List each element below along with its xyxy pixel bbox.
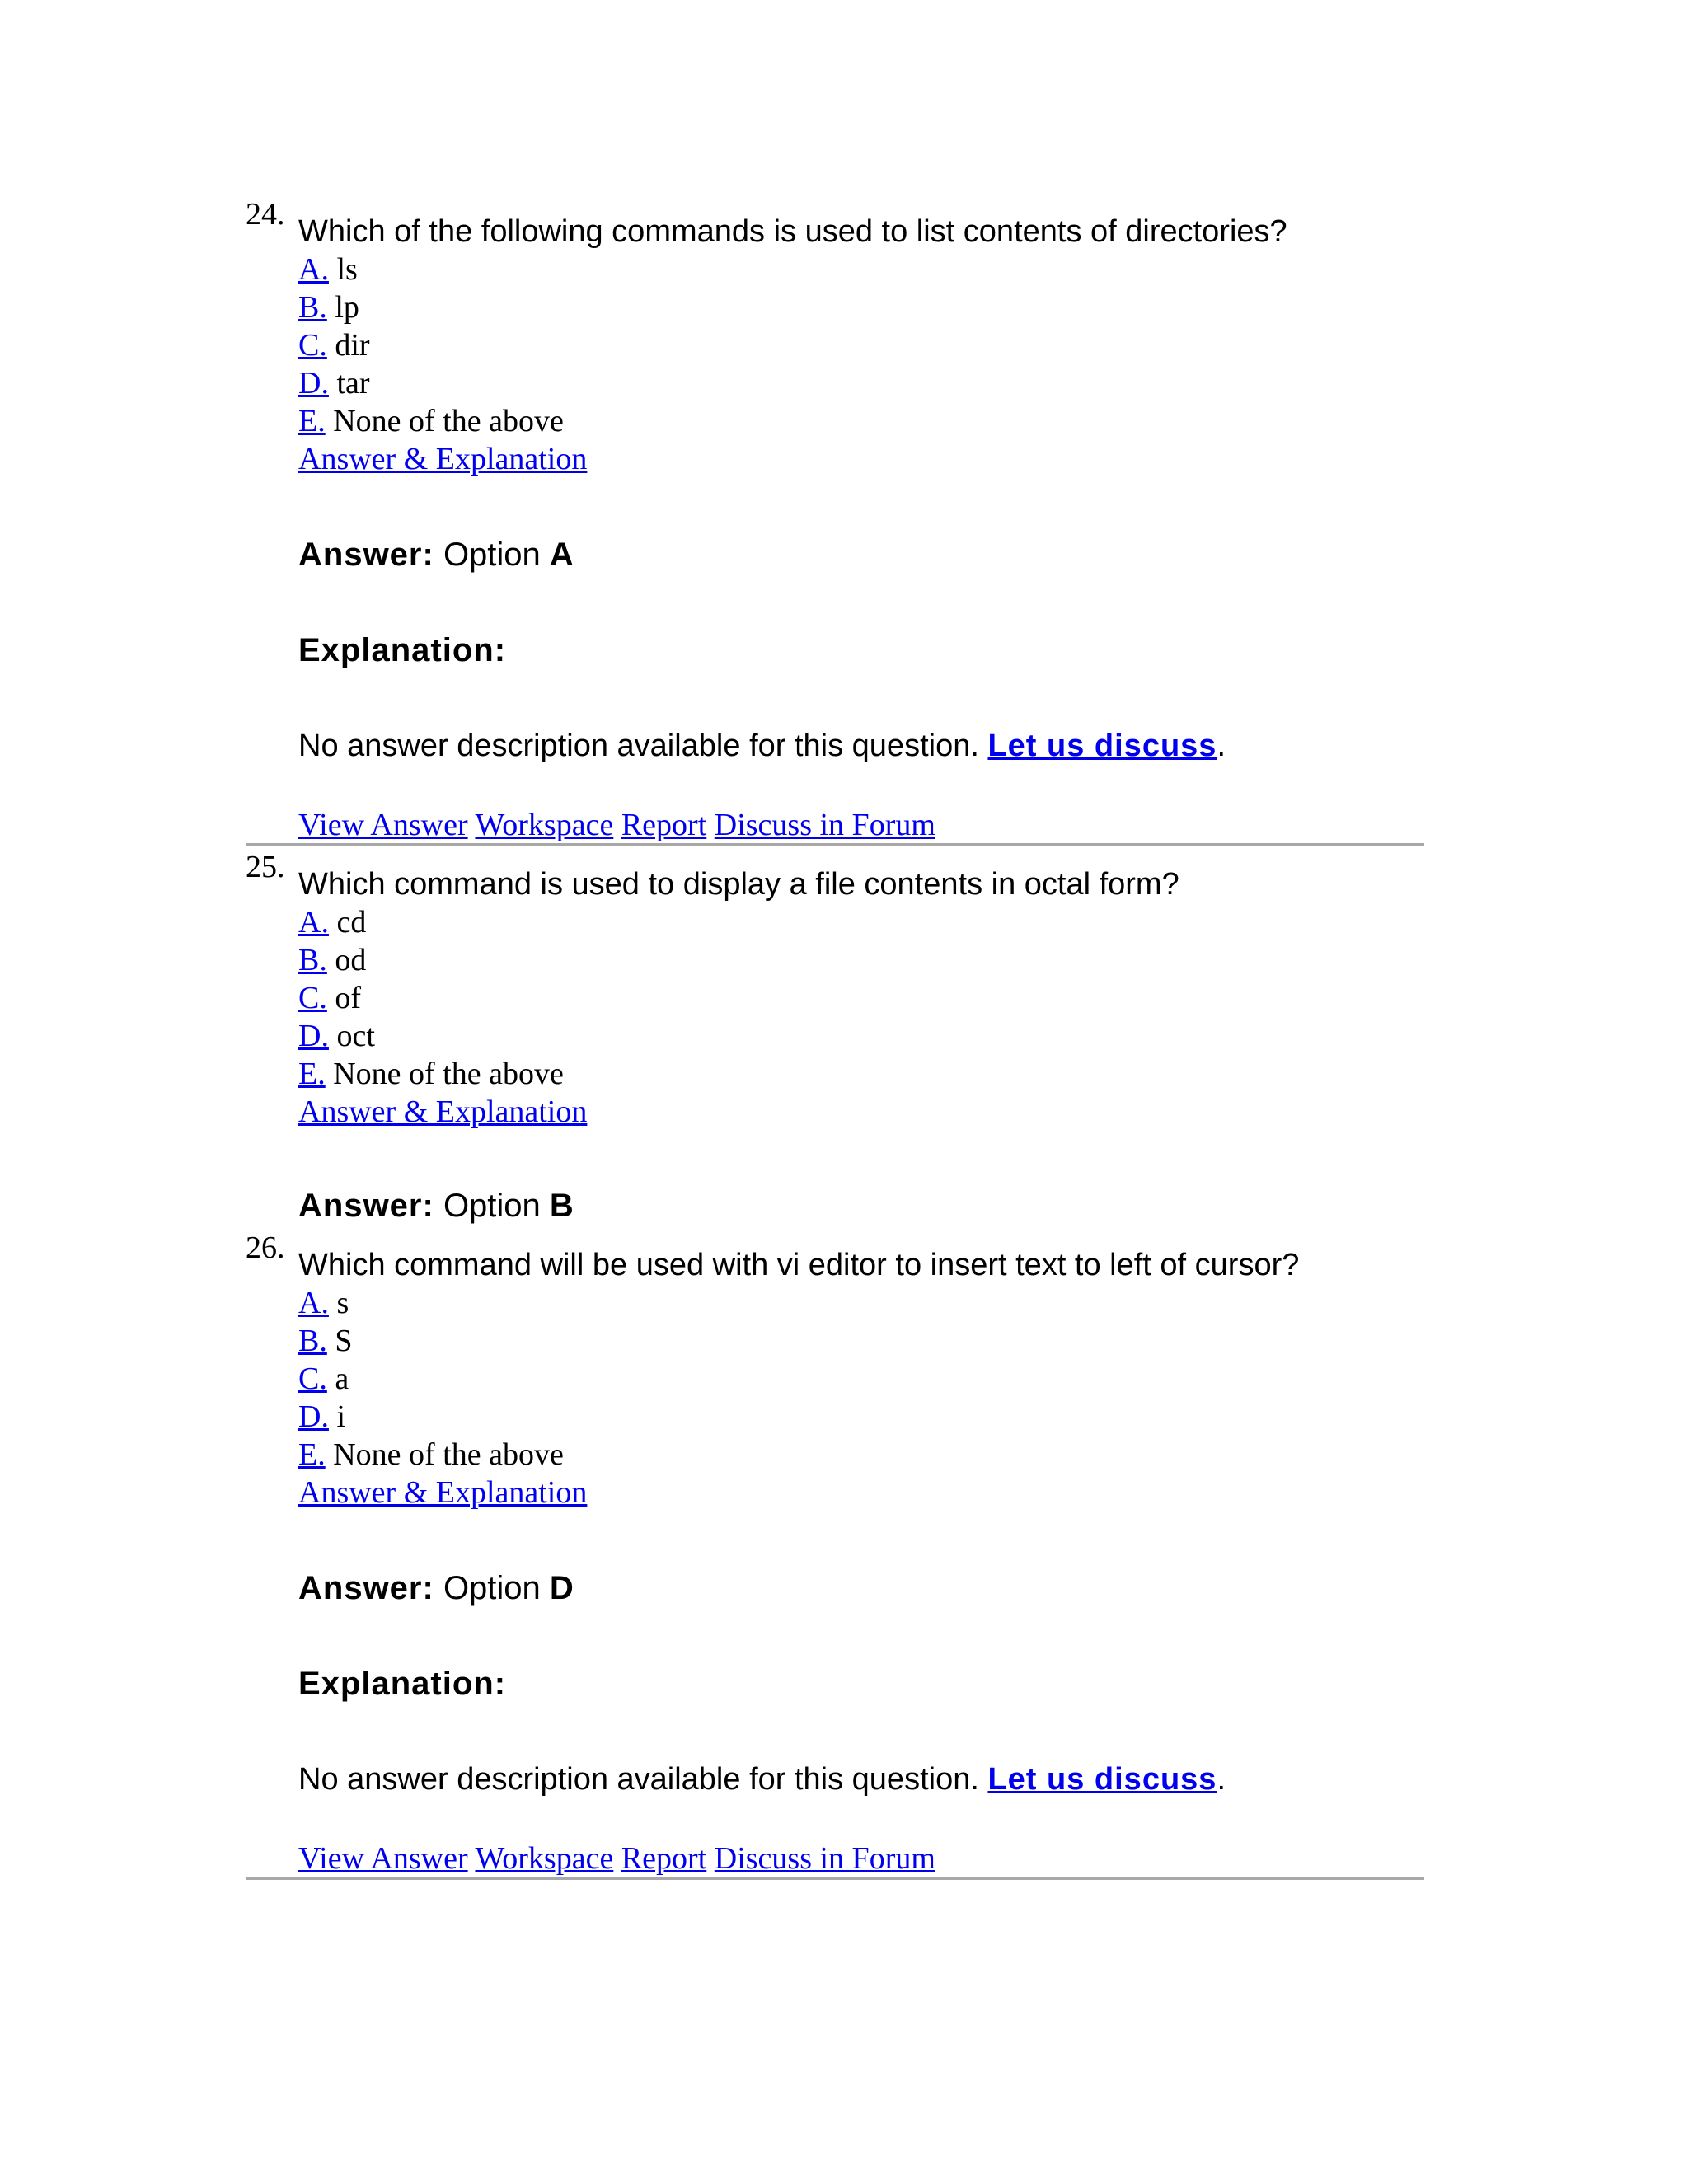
explanation-period: . — [1217, 1762, 1226, 1797]
option-a-link[interactable]: A. — [298, 1286, 329, 1320]
option-d-link[interactable]: D. — [298, 1019, 329, 1053]
explanation-line — [298, 727, 1226, 765]
question-tools — [298, 806, 935, 844]
explanation-heading: Explanation: — [298, 1666, 507, 1702]
answer-label: Answer: — [298, 537, 434, 573]
option-d-text: i — [336, 1399, 346, 1434]
option-b-text: od — [335, 943, 367, 977]
option-c — [298, 979, 361, 1017]
option-b-text: S — [335, 1324, 353, 1358]
explanation-text: No answer description available for this question. — [298, 1762, 979, 1797]
option-b-link[interactable]: B. — [298, 943, 327, 977]
answer-explanation-link[interactable]: Answer & Explanation — [298, 442, 588, 476]
option-a-text: s — [336, 1286, 349, 1320]
option-d-text: oct — [336, 1019, 375, 1053]
answer-letter: A — [549, 537, 574, 573]
report-link[interactable]: Report — [621, 808, 707, 842]
workspace-link[interactable]: Workspace — [475, 808, 614, 842]
option-b — [298, 1322, 353, 1360]
question-number: 26. — [246, 1230, 285, 1265]
question-text: Which command is used to display a file contents in octal form? — [298, 867, 1179, 902]
question-divider — [246, 1877, 1424, 1880]
question-number: 25. — [246, 850, 285, 884]
question-text: Which of the following commands is used to list contents of directories? — [298, 214, 1287, 249]
answer-explanation-row — [298, 1474, 587, 1511]
option-e-text: None of the above — [333, 1437, 564, 1472]
view-answer-link[interactable]: View Answer — [298, 808, 468, 842]
option-c-text: dir — [335, 328, 370, 363]
answer-explanation-row — [298, 1093, 587, 1131]
option-c-text: a — [335, 1361, 349, 1396]
view-answer-link[interactable]: View Answer — [298, 1841, 468, 1876]
option-a-text: cd — [336, 905, 367, 940]
answer-text: Option — [443, 1570, 541, 1606]
answer-letter: D — [549, 1570, 574, 1606]
explanation-line — [298, 1760, 1226, 1798]
option-e-link[interactable]: E. — [298, 404, 326, 438]
option-c-link[interactable]: C. — [298, 1361, 327, 1396]
option-e-link[interactable]: E. — [298, 1437, 326, 1472]
option-e-link[interactable]: E. — [298, 1057, 326, 1091]
answer-text: Option — [443, 537, 541, 573]
option-a — [298, 903, 366, 941]
discuss-in-forum-link[interactable]: Discuss in Forum — [714, 808, 935, 842]
explanation-heading: Explanation: — [298, 632, 507, 668]
option-e — [298, 1436, 564, 1474]
option-d — [298, 364, 370, 402]
option-d — [298, 1398, 345, 1436]
option-c — [298, 326, 370, 364]
report-link[interactable]: Report — [621, 1841, 707, 1876]
option-a-text: ls — [336, 252, 358, 287]
answer-label: Answer: — [298, 1570, 434, 1606]
answer-explanation-link[interactable]: Answer & Explanation — [298, 1094, 588, 1129]
discuss-in-forum-link[interactable]: Discuss in Forum — [714, 1841, 935, 1876]
workspace-link[interactable]: Workspace — [475, 1841, 614, 1876]
question-text: Which command will be used with vi editor to insert text to left of cursor? — [298, 1248, 1300, 1282]
answer-line — [298, 1187, 574, 1225]
option-a — [298, 251, 358, 288]
answer-letter: B — [549, 1188, 574, 1224]
option-b-text: lp — [335, 290, 359, 325]
option-b — [298, 288, 359, 326]
option-e-text: None of the above — [333, 404, 564, 438]
option-c — [298, 1360, 349, 1398]
option-c-text: of — [335, 981, 362, 1015]
answer-explanation-row — [298, 440, 587, 478]
let-us-discuss-link[interactable]: Let us discuss — [987, 729, 1217, 763]
question-divider — [246, 843, 1424, 846]
answer-explanation-link[interactable]: Answer & Explanation — [298, 1475, 588, 1510]
option-b-link[interactable]: B. — [298, 1324, 327, 1358]
option-b — [298, 941, 366, 979]
answer-text: Option — [443, 1188, 541, 1224]
answer-line — [298, 1569, 574, 1607]
option-d-text: tar — [336, 366, 370, 401]
option-d-link[interactable]: D. — [298, 1399, 329, 1434]
question-number: 24. — [246, 197, 285, 232]
let-us-discuss-link[interactable]: Let us discuss — [987, 1762, 1217, 1797]
option-c-link[interactable]: C. — [298, 328, 327, 363]
explanation-text: No answer description available for this question. — [298, 729, 979, 763]
option-a-link[interactable]: A. — [298, 905, 329, 940]
answer-label: Answer: — [298, 1188, 434, 1224]
option-a — [298, 1284, 349, 1322]
explanation-period: . — [1217, 729, 1226, 763]
option-d — [298, 1017, 375, 1055]
option-e — [298, 1055, 564, 1093]
option-e — [298, 402, 564, 440]
option-e-text: None of the above — [333, 1057, 564, 1091]
question-tools — [298, 1840, 935, 1877]
option-c-link[interactable]: C. — [298, 981, 327, 1015]
option-b-link[interactable]: B. — [298, 290, 327, 325]
option-d-link[interactable]: D. — [298, 366, 329, 401]
option-a-link[interactable]: A. — [298, 252, 329, 287]
answer-line — [298, 536, 574, 574]
